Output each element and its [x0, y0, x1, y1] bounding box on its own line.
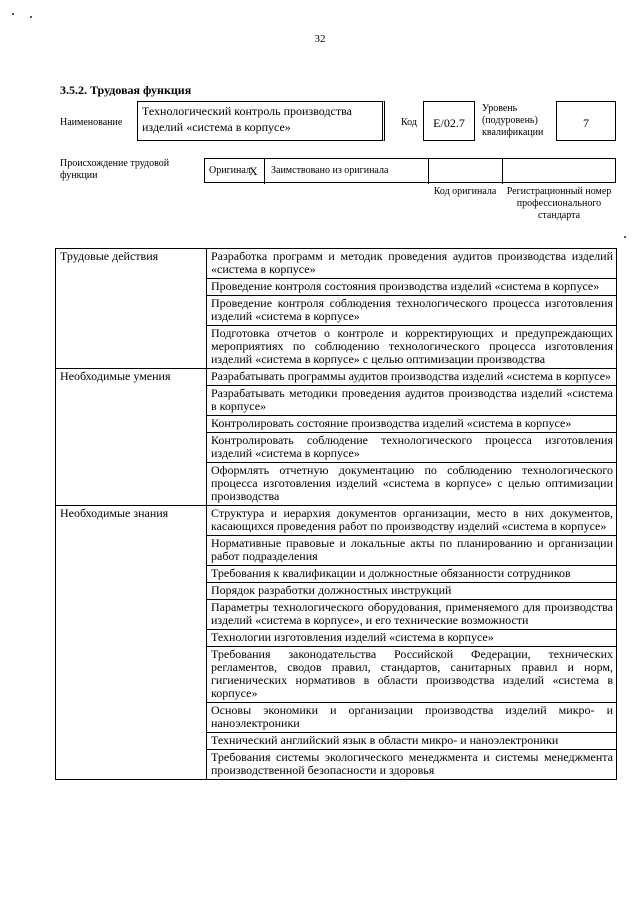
- table-cell-item: Разработка программ и методик проведения аудитов производства изделий «система в корпусе»: [207, 249, 617, 279]
- table-row: [56, 369, 617, 386]
- page-number: 32: [314, 33, 326, 45]
- table-row: [56, 506, 617, 536]
- table-row: [56, 249, 617, 279]
- name-label: Наименование: [60, 117, 123, 128]
- table-cell-item: Проведение контроля состояния производства изделий «система в корпусе»: [207, 279, 617, 296]
- original-mark: X: [249, 164, 258, 178]
- borrowed-cell: [265, 159, 429, 184]
- scan-speck: [12, 13, 14, 15]
- table-cell-item: Параметры технологического оборудования, применяемого для производства изделий «система в корпусе», и его технические возможности: [207, 600, 617, 630]
- function-table: [55, 248, 617, 780]
- table-cell-item: Требования законодательства Российской Федерации, технических регламентов, сводов правил, стандартов, санитарных правил и норм, гигиенических нормативов в области производства изделий «система в корпусе»: [207, 647, 617, 703]
- table-cell-item: Нормативные правовые и локальные акты по планированию и организации работ подразделения: [207, 536, 617, 566]
- section-heading: Необходимые умения: [56, 369, 207, 506]
- level-label: Уровень (подуровень) квалификации: [482, 103, 544, 138]
- original-code-cell: [429, 159, 503, 184]
- original-cell: [205, 159, 265, 184]
- table-cell-item: Требования системы экологического менеджмента и системы менеджмента производственной безопасности и здоровья: [207, 750, 617, 780]
- reg-number-cell: [503, 159, 617, 184]
- caption-reg-number: Регистрационный номер профессионального стандарта: [506, 186, 612, 221]
- origin-label: Происхождение трудовой функции: [60, 158, 170, 181]
- section-heading: Необходимые знания: [56, 506, 207, 780]
- code-label: Код: [401, 117, 417, 128]
- table-cell-item: Разрабатывать программы аудитов производства изделий «система в корпусе»: [207, 369, 617, 386]
- original-label: Оригинал: [209, 165, 251, 176]
- table-cell-item: Контролировать соблюдение технологического процесса изготовления изделий «система в корпусе»: [207, 433, 617, 463]
- code-value: E/02.7: [433, 116, 465, 130]
- caption-original-code: Код оригинала: [433, 186, 497, 197]
- table-cell-item: Оформлять отчетную документацию по соблюдению технологического процесса изготовления изделий «система в корпусе» с целью оптимизации производства: [207, 463, 617, 506]
- scan-speck: [30, 16, 32, 18]
- borrowed-label: Заимствовано из оригинала: [271, 165, 389, 176]
- section-title: 3.5.2. Трудовая функция: [60, 83, 192, 97]
- level-value: 7: [583, 116, 589, 130]
- table-cell-item: Порядок разработки должностных инструкций: [207, 583, 617, 600]
- table-cell-item: Требования к квалификации и должностные обязанности сотрудников: [207, 566, 617, 583]
- table-cell-item: Разрабатывать методики проведения аудитов производства изделий «система в корпусе»: [207, 386, 617, 416]
- table-cell-item: Подготовка отчетов о контроле и корректирующих и предупреждающих мероприятиях по соблюдению технологического процесса изготовления изделий «система в корпусе» с целью оптимизации производства: [207, 326, 617, 369]
- table-cell-item: Технический английский язык в области микро- и наноэлектроники: [207, 733, 617, 750]
- table-cell-item: Технологии изготовления изделий «система в корпусе»: [207, 630, 617, 647]
- table-cell-item: Проведение контроля соблюдения технологического процесса изготовления изделий «система в корпусе»: [207, 296, 617, 326]
- origin-row: [204, 158, 616, 183]
- table-cell-item: Структура и иерархия документов организации, место в них документов, касающихся проведения работ по производству изделий «система в корпусе»: [207, 506, 617, 536]
- table-cell-item: Основы экономики и организации производства изделий микро- и наноэлектроники: [207, 703, 617, 733]
- section-heading: Трудовые действия: [56, 249, 207, 369]
- scan-speck: [624, 236, 626, 238]
- table-cell-item: Контролировать состояние производства изделий «система в корпусе»: [207, 416, 617, 433]
- function-name: Технологический контроль производства изделий «система в корпусе»: [142, 104, 352, 134]
